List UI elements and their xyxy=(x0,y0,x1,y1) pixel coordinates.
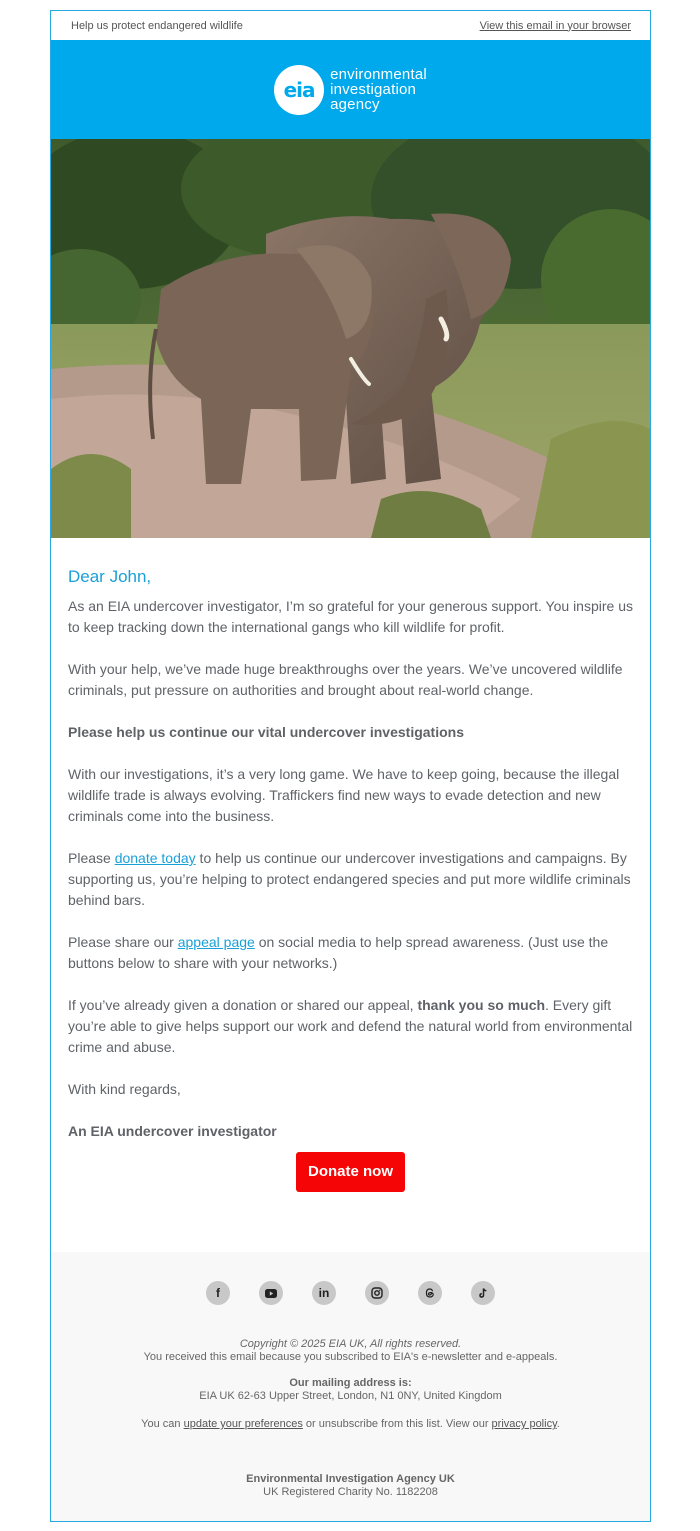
prefs-middle: or unsubscribe from this list. View our xyxy=(302,1418,492,1430)
p5-after: to help us continue our undercover investigations and campaigns. By supporting us, you’re helping to protect endangered species and put more wildlife criminals behind bars. xyxy=(68,850,631,908)
linkedin-icon[interactable]: in xyxy=(312,1281,336,1305)
privacy-policy-link[interactable]: privacy policy xyxy=(491,1418,557,1430)
organisation-name: Environmental Investigation Agency UK xyxy=(246,1473,455,1485)
youtube-icon[interactable] xyxy=(259,1281,283,1305)
mailing-heading: Our mailing address is: xyxy=(289,1377,412,1389)
hero-elephants-image xyxy=(51,139,650,538)
paragraph-heading: Please help us continue our vital undercover investigations xyxy=(68,724,464,740)
mailing-address: EIA UK 62-63 Upper Street, London, N1 0NY, United Kingdom xyxy=(199,1390,502,1402)
sign-off: With kind regards, xyxy=(68,1081,181,1097)
view-in-browser-link[interactable]: View this email in your browser xyxy=(479,19,631,32)
preheader xyxy=(51,11,650,40)
facebook-icon[interactable]: f xyxy=(206,1281,230,1305)
p5-before: Please xyxy=(68,850,115,866)
prefs-after: . xyxy=(556,1418,560,1430)
paragraph-long-game: With our investigations, it’s a very long game. We have to keep going, because the illegal wildlife trade is always evolving. Traffickers find new ways to evade detection and new criminals come into the business. xyxy=(68,766,620,824)
p6-before: Please share our xyxy=(68,934,178,950)
donate-now-button[interactable]: Donate now xyxy=(296,1152,405,1192)
appeal-page-link[interactable]: appeal page xyxy=(177,934,255,950)
subscription-reason: You received this email because you subscribed to EIA's e-newsletter and e-appeals. xyxy=(143,1351,558,1363)
greeting: Dear John, xyxy=(68,567,152,586)
p7-after: . Every gift you’re able to give helps support our work and defend the natural world from environmental crime and abuse. xyxy=(68,997,633,1055)
eia-logo-mark: eia xyxy=(274,65,324,115)
logo-line-3: agency xyxy=(330,96,380,113)
paragraph-thank-you xyxy=(68,995,633,1058)
tiktok-icon[interactable] xyxy=(471,1281,495,1305)
donate-wrapper xyxy=(68,1151,633,1239)
paragraph-breakthroughs: With your help, we’ve made huge breakthroughs over the years. We’ve uncovered wildlife criminals, put pressure on authorities and brought about real-world change. xyxy=(68,661,623,698)
prefs-before: You can xyxy=(141,1418,184,1430)
instagram-icon[interactable] xyxy=(365,1281,389,1305)
eia-logo-wordmark xyxy=(330,67,427,112)
p7-bold: thank you so much xyxy=(417,997,546,1013)
preferences-line xyxy=(51,1418,650,1431)
paragraph-share xyxy=(68,932,633,974)
social-links xyxy=(51,1252,650,1305)
preheader-tagline: Help us protect endangered wildlife xyxy=(71,19,243,32)
paragraph-gratitude: As an EIA undercover investigator, I’m so grateful for your generous support. You inspire us to keep tracking down the international gangs who kill wildlife for profit. xyxy=(68,598,633,635)
logo-line-2: investigation xyxy=(330,81,417,98)
footer xyxy=(51,1252,650,1522)
signature: An EIA undercover investigator xyxy=(68,1123,277,1139)
header-banner xyxy=(51,40,650,139)
email-container xyxy=(50,10,651,1522)
update-preferences-link[interactable]: update your preferences xyxy=(183,1418,303,1430)
donate-today-link[interactable]: donate today xyxy=(114,850,196,866)
p6-after: on social media to help spread awareness. (Just use the buttons below to share with your networks.) xyxy=(68,934,609,971)
eia-logo[interactable] xyxy=(274,65,427,115)
p7-before: If you’ve already given a donation or shared our appeal, xyxy=(68,997,418,1013)
email-body xyxy=(51,538,650,1239)
paragraph-donate xyxy=(68,848,633,911)
threads-icon[interactable] xyxy=(418,1281,442,1305)
logo-line-1: environmental xyxy=(330,66,427,83)
charity-number: UK Registered Charity No. 1182208 xyxy=(263,1486,438,1498)
copyright: Copyright © 2025 EIA UK, All rights reserved. xyxy=(239,1338,462,1350)
